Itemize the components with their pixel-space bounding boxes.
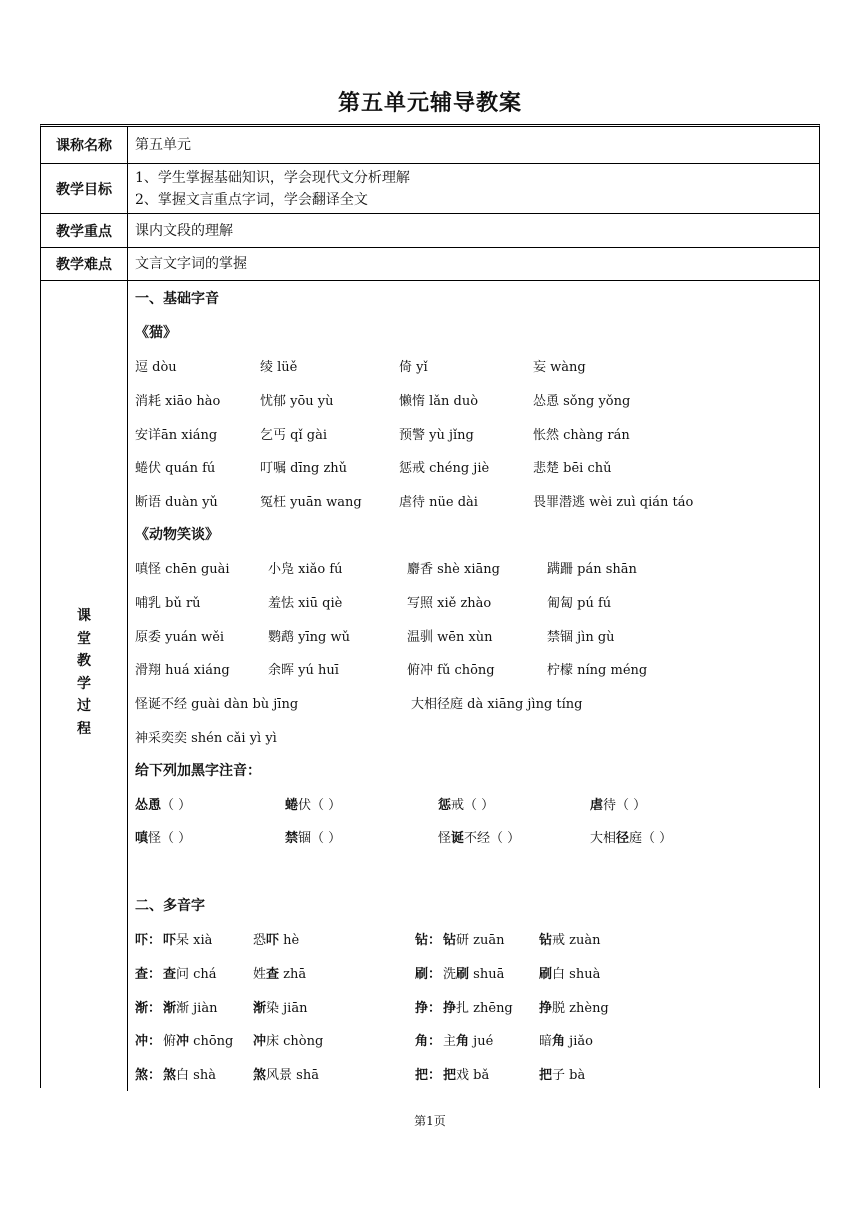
polyphone-char: 钻：: [415, 933, 442, 948]
vocab-row: [135, 727, 819, 749]
exercise-item: 蜷伏（ ）: [285, 798, 342, 813]
vocab-item: 蜷伏 quán fú: [135, 461, 216, 477]
vocab-item: 冤枉 yuān wang: [260, 495, 362, 511]
polyphone-char: 冲：: [135, 1034, 162, 1050]
page-title: 第五单元辅导教案: [337, 91, 522, 116]
page-footer: 第1页: [414, 1114, 446, 1128]
lesson-plan-table: [40, 124, 820, 1088]
vocab-row: [135, 693, 819, 715]
polyphone-word: 刷白 shuà: [539, 966, 601, 982]
vocab-item: 逗 dòu: [135, 360, 177, 375]
polyphone-char: 挣：: [415, 1000, 442, 1016]
process-label: [41, 281, 128, 1091]
focus-value: 课内文段的理解: [135, 222, 233, 239]
vocab-item: 羞怯 xiū qiè: [268, 595, 343, 611]
vocab-item: 温驯 wēn xùn: [407, 629, 493, 645]
vocab-row: [135, 626, 819, 648]
polyphone-word: 渐染 jiān: [253, 1000, 308, 1016]
section1-heading: 一、基础字音: [135, 291, 219, 307]
section2-heading: 二、多音字: [135, 898, 205, 914]
goal-line: 2、掌握文言重点字词，学会翻译全文: [135, 191, 368, 208]
vocab-item: 惩戒 chéng jiè: [399, 461, 490, 477]
vocab-item: 匍匐 pú fú: [547, 595, 612, 611]
vocab-item: 柠檬 níng méng: [547, 663, 648, 679]
polyphone-word: 煞白 shà: [163, 1068, 216, 1084]
vocab-item: 滑翔 huá xiáng: [135, 663, 230, 679]
vocab-item: 绫 lüě: [260, 360, 298, 375]
exercise-item: 嗔怪（ ）: [135, 831, 192, 846]
exercise-title: 给下列加黑字注音：: [135, 763, 261, 779]
vocab-item: 哺乳 bǔ rǔ: [135, 595, 201, 611]
vocab-item: 叮嘱 dīng zhǔ: [260, 461, 348, 477]
vocab-item: 神采奕奕 shén cǎi yì yì: [135, 731, 277, 746]
vocab-item: 原委 yuán wěi: [135, 629, 225, 645]
difficulty-value: 文言文字词的掌握: [135, 256, 247, 272]
vocab-item: 忧郁 yōu yù: [260, 393, 334, 409]
polyphone-word: 把戏 bǎ: [443, 1068, 490, 1084]
polyphone-char: 吓：: [135, 933, 162, 948]
polyphone-char: 刷：: [415, 966, 442, 982]
polyphone-word: 查问 chá: [163, 966, 217, 982]
polyphone-row: [135, 997, 819, 1019]
exercise-item: 怂恿（ ）: [135, 798, 192, 813]
polyphone-word: 姓查 zhā: [253, 966, 307, 982]
exercise-item: 怪诞不经（ ）: [438, 831, 521, 846]
polyphone-row: [135, 1064, 819, 1086]
vocab-item: 小凫 xiǎo fú: [268, 562, 343, 577]
vocab-item: 消耗 xiāo hào: [135, 393, 221, 409]
vocab-item: 余晖 yú huī: [268, 663, 339, 679]
polyphone-char: 把：: [415, 1068, 442, 1084]
vocab-item: 畏罪潜逃 wèi zuì qián táo: [533, 495, 694, 511]
difficulty-label: 教学难点: [41, 248, 128, 280]
vocab-row: [135, 592, 819, 614]
row-goals: [41, 164, 819, 214]
goals-value: [135, 164, 813, 213]
vocab-item: 预警 yù jǐng: [399, 427, 474, 443]
polyphone-word: 吓呆 xià: [163, 933, 213, 948]
exercise-item: 大相径庭（ ）: [590, 831, 673, 846]
vocab-row: [135, 491, 819, 513]
animal-title: 《动物笑谈》: [135, 527, 219, 543]
polyphone-word: 挣脱 zhèng: [539, 1000, 609, 1016]
polyphone-row: [135, 963, 819, 985]
polyphone-char: 角：: [415, 1034, 442, 1050]
cat-title: 《猫》: [135, 325, 177, 341]
vocab-row: [135, 390, 819, 412]
exercise-item: 虐待（ ）: [590, 798, 647, 813]
polyphone-word: 钻研 zuān: [443, 933, 505, 948]
vocab-row: [135, 659, 819, 681]
exercise-row: [135, 827, 819, 849]
vocab-item: 俯冲 fǔ chōng: [407, 663, 495, 679]
vocab-item: 嗔怪 chēn guài: [135, 562, 230, 577]
goal-line: 1、学生掌握基础知识，学会现代文分析理解: [135, 169, 410, 186]
exercise-item: 禁锢（ ）: [285, 831, 342, 846]
vocab-item: 虐待 nüe dài: [399, 495, 478, 511]
vocab-item: 怪诞不经 guài dàn bù jīng: [135, 697, 299, 713]
vocab-item: 鹦鹉 yīng wǔ: [268, 629, 350, 645]
exercise-item: 惩戒（ ）: [438, 798, 495, 813]
polyphone-char: 煞：: [135, 1068, 162, 1084]
vocab-item: 大相径庭 dà xiāng jìng tíng: [411, 697, 583, 713]
polyphone-word: 挣扎 zhēng: [443, 1000, 513, 1016]
polyphone-word: 冲床 chòng: [253, 1034, 324, 1050]
polyphone-word: 恐吓 hè: [253, 933, 300, 948]
goals-label: 教学目标: [41, 164, 128, 213]
polyphone-char: 渐：: [135, 1000, 162, 1016]
polyphone-word: 煞风景 shā: [253, 1068, 319, 1084]
vocab-item: 禁锢 jìn gù: [547, 629, 615, 645]
course-value: 第五单元: [135, 137, 191, 153]
vocab-item: 倚 yǐ: [399, 360, 428, 375]
vocab-row: [135, 558, 819, 580]
vocab-item: 安详ān xiáng: [135, 427, 218, 443]
process-content: [135, 281, 819, 1091]
course-label: 课称名称: [41, 127, 128, 163]
polyphone-word: 暗角 jiǎo: [539, 1034, 593, 1050]
row-process: [41, 281, 819, 1091]
vocab-item: 妄 wàng: [533, 360, 586, 375]
polyphone-word: 钻戒 zuàn: [539, 933, 601, 948]
vocab-item: 乞丐 qǐ gài: [260, 427, 327, 443]
polyphone-word: 把子 bà: [539, 1068, 586, 1084]
vocab-item: 断语 duàn yǔ: [135, 495, 218, 511]
polyphone-row: [135, 1030, 819, 1052]
vocab-item: 怂恿 sǒng yǒng: [533, 393, 631, 409]
polyphone-word: 渐渐 jiàn: [163, 1000, 218, 1016]
vocab-item: 写照 xiě zhào: [407, 595, 492, 611]
row-course: [41, 127, 819, 164]
polyphone-word: 俯冲 chōng: [163, 1034, 234, 1050]
vocab-item: 悲楚 bēi chǔ: [533, 461, 612, 477]
vocab-row: [135, 424, 819, 446]
polyphone-word: 洗刷 shuā: [443, 966, 505, 982]
row-difficulty: [41, 248, 819, 281]
polyphone-word: 主角 jué: [443, 1034, 494, 1050]
vocab-item: 麝香 shè xiāng: [407, 562, 500, 577]
polyphone-char: 查：: [135, 966, 162, 982]
vocab-row: [135, 457, 819, 479]
vocab-item: 怅然 chàng rán: [533, 427, 630, 443]
vocab-item: 懒惰 lǎn duò: [399, 393, 479, 409]
polyphone-row: [135, 929, 819, 951]
exercise-row: [135, 794, 819, 816]
focus-label: 教学重点: [41, 214, 128, 247]
row-focus: [41, 214, 819, 248]
vocab-row: [135, 356, 819, 378]
process-label-text: 课 堂 教 学 过 程: [77, 608, 91, 737]
vocab-item: 蹒跚 pán shān: [547, 562, 637, 577]
